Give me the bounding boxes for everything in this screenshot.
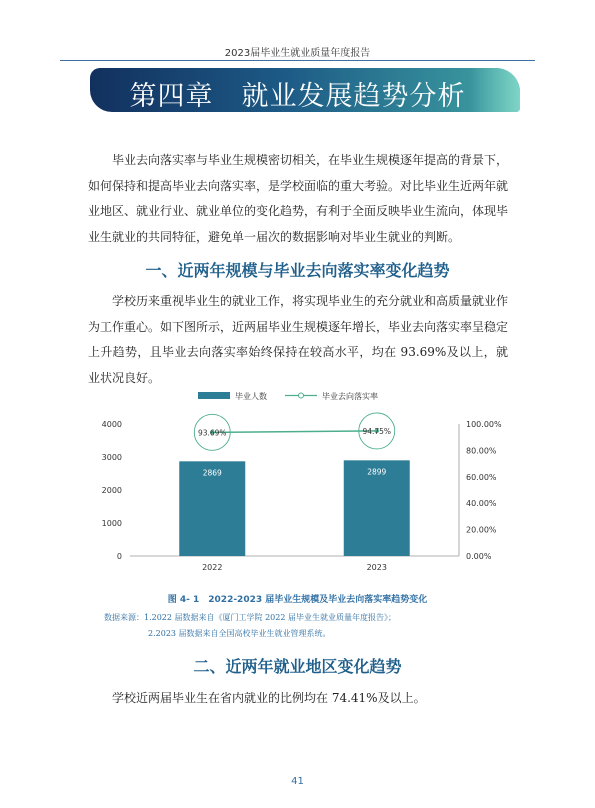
source-note-1: 数据来源：1.2022 届数据来自《厦门工学院 2022 届毕业生就业质量年度报告》； [104, 613, 396, 622]
legend-label-line: 毕业去向落实率 [322, 392, 378, 401]
rate-series-line [212, 431, 377, 432]
section-heading-2: 二、近两年就业地区变化趋势 [193, 657, 402, 676]
x-axis-tick-label: 2023 [366, 563, 387, 572]
page-number: 41 [291, 776, 304, 787]
right-axis-tick-label: 20.00% [466, 525, 497, 535]
bar-value-label: 2869 [202, 468, 222, 478]
left-axis-tick-label: 0 [116, 552, 122, 561]
rate-value-label: 94.75% [362, 426, 392, 436]
legend-label-bar: 毕业人数 [235, 392, 267, 401]
left-axis-tick-label: 2000 [101, 486, 122, 495]
bar-value-label: 2899 [367, 467, 387, 477]
right-axis-tick-label: 0.00% [466, 552, 492, 561]
left-axis-tick-label: 1000 [101, 519, 122, 528]
chart-legend [198, 391, 378, 401]
intro-paragraph: 毕业去向落实率与毕业生规模密切相关，在毕业生规模逐年提高的背景下，如何保持和提高毕业去向落实率，是学校面临的重大考验。对比毕业生近两年就业地区、就业行业、就业单位的变化趋势，有利于全面反映毕业生流向，体现毕业生就业的共同特征，避免单一届次的数据影响对毕业生就业的判断。 [88, 153, 509, 245]
x-axis-tick-label: 2022 [202, 563, 223, 572]
left-axis-tick-label: 4000 [101, 420, 122, 429]
source-note-2: 2.2023 届数据来自全国高校毕业生就业管理系统。 [148, 629, 331, 638]
chapter-title: 第四章 就业发展趋势分析 [129, 81, 466, 112]
legend-swatch-bar [198, 392, 230, 399]
left-axis-tick-label: 3000 [101, 453, 122, 462]
right-axis-tick-label: 100.00% [466, 420, 502, 429]
header-divider [60, 60, 535, 61]
figure-caption: 图 4- 1 2022-2023 届毕业生规模及毕业去向落实率趋势变化 [167, 595, 428, 605]
section2-paragraph: 学校近两届毕业生在省内就业的比例均在 74.41%及以上。 [112, 691, 426, 705]
running-header: 2023届毕业生就业质量年度报告 [224, 48, 371, 59]
trend-chart [80, 385, 530, 580]
right-axis-tick-label: 60.00% [466, 472, 497, 482]
section1-paragraph: 学校历来重视毕业生的就业工作，将实现毕业生的充分就业和高质量就业作为工作重心。如下图所示，近两届毕业生规模逐年增长，毕业去向落实率呈稳定上升趋势，且毕业去向落实率始终保持在较高水平，均在 93.69%及以上，就业状况良好。 [88, 294, 509, 386]
legend-swatch-marker [299, 393, 304, 398]
right-axis-tick-label: 40.00% [466, 499, 497, 509]
section-heading-1: 一、近两年规模与毕业去向落实率变化趋势 [145, 261, 450, 280]
rate-value-label: 93.69% [197, 428, 227, 438]
right-axis-tick-label: 80.00% [466, 446, 497, 456]
